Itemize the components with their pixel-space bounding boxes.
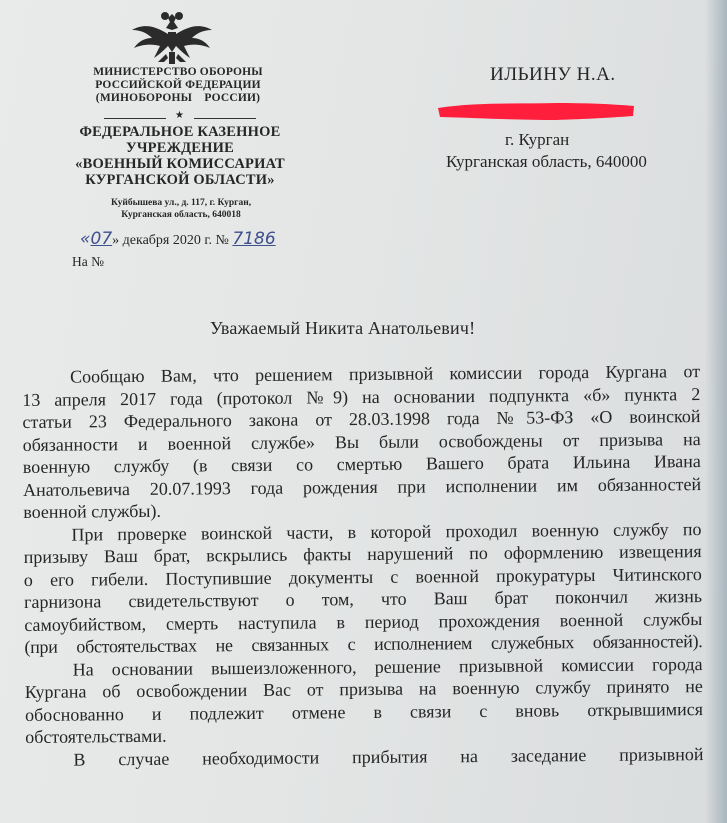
body-line: обстоятельствами. bbox=[25, 725, 167, 747]
outgoing-number: 7186 bbox=[232, 229, 276, 249]
body-line: обоснованно и подлежит отмене в связи с вновь открывшимися bbox=[24, 698, 704, 725]
letter-body bbox=[22, 360, 704, 771]
date-month-year: декабря 2020 г. № bbox=[119, 233, 233, 248]
body-line: военную службу (в связи со смертью Вашего брата Ильина Ивана bbox=[22, 451, 701, 477]
body-line: На основании вышеизложенного, решение призывной комиссии города bbox=[72, 653, 703, 680]
date-close-quote: » bbox=[112, 233, 120, 248]
sender-address bbox=[76, 197, 286, 221]
body-line: обязанности и военной службе» Вы были освобождены от призыва на bbox=[22, 428, 701, 455]
salutation: Уважаемый Никита Анатольевич! bbox=[210, 318, 476, 338]
ministry-header bbox=[84, 66, 272, 105]
paper-edge-shadow bbox=[705, 0, 727, 823]
body-line: В случае необходимости прибытия на заседание призывной bbox=[73, 743, 704, 770]
body-line: о его гибели. Поступившие документы с военной прокуратуры Читинского bbox=[23, 563, 702, 590]
star-divider bbox=[104, 112, 256, 124]
address-line: Куйбышева ул., д. 117, г. Курган, bbox=[110, 198, 252, 208]
date-open-quote: « bbox=[80, 229, 91, 249]
body-line: статьи 23 Федерального закона от 28.03.1998 года №53-ФЗ «О воинской bbox=[22, 406, 701, 432]
institution-line: «ВОЕННЫЙ КОМИССАРИАТ bbox=[75, 156, 285, 172]
date-day: 07 bbox=[90, 229, 113, 249]
recipient-name: ИЛЬИНУ Н.А. bbox=[490, 64, 616, 85]
date-line bbox=[80, 229, 276, 249]
body-line: военной службы). bbox=[23, 500, 162, 522]
institution-line: ФЕДЕРАЛЬНОЕ КАЗЕННОЕ bbox=[79, 124, 281, 140]
institution-line: КУРГАНСКОЙ ОБЛАСТИ» bbox=[85, 172, 275, 188]
body-line: призыву Ваш брат, вскрылись факты нарушений по оформлению извещения bbox=[23, 541, 702, 567]
body-line: гарнизона свидетельствуют о том, что Ваш брат покончил жизнь bbox=[23, 586, 703, 612]
body-line: При проверке воинской части, в которой проходил военную службу по bbox=[71, 518, 702, 545]
recipient-city: г. Курган bbox=[505, 130, 570, 149]
redaction-mark bbox=[436, 100, 636, 122]
body-line: (при обстоятельствах не связанных с исполнением служебных обязанностей). bbox=[24, 631, 703, 657]
ministry-line: МИНИСТЕРСТВО ОБОРОНЫ bbox=[93, 66, 263, 78]
body-line: 13 апреля 2017 года (протокол №9) на основании подпункта «б» пункта 2 bbox=[22, 383, 701, 410]
ministry-line: (МИНОБОРОНЫ РОССИИ) bbox=[95, 92, 261, 104]
body-line: самоубийством, смерть наступила в период прохождения военной службы bbox=[24, 608, 703, 635]
ministry-line: РОССИЙСКОЙ ФЕДЕРАЦИИ bbox=[95, 79, 261, 91]
body-line: Анатольевича 20.07.1993 года рождения при исполнении им обязанностей bbox=[22, 473, 702, 500]
recipient-region: Курганская область, 640000 bbox=[446, 152, 647, 171]
address-line: Курганская область, 640018 bbox=[121, 210, 241, 220]
body-line: Кургана об освобождении Вас от призыва на военную службу принято не bbox=[24, 676, 703, 702]
institution-line: УЧРЕЖДЕНИЕ bbox=[125, 140, 235, 156]
body-line: Сообщаю Вам, что решением призывной комиссии города Кургана от bbox=[70, 361, 701, 387]
eagle-emblem-icon bbox=[128, 8, 216, 66]
star-icon: ★ bbox=[175, 110, 184, 121]
institution-header bbox=[60, 124, 300, 188]
reference-number-label: На № bbox=[72, 254, 104, 269]
